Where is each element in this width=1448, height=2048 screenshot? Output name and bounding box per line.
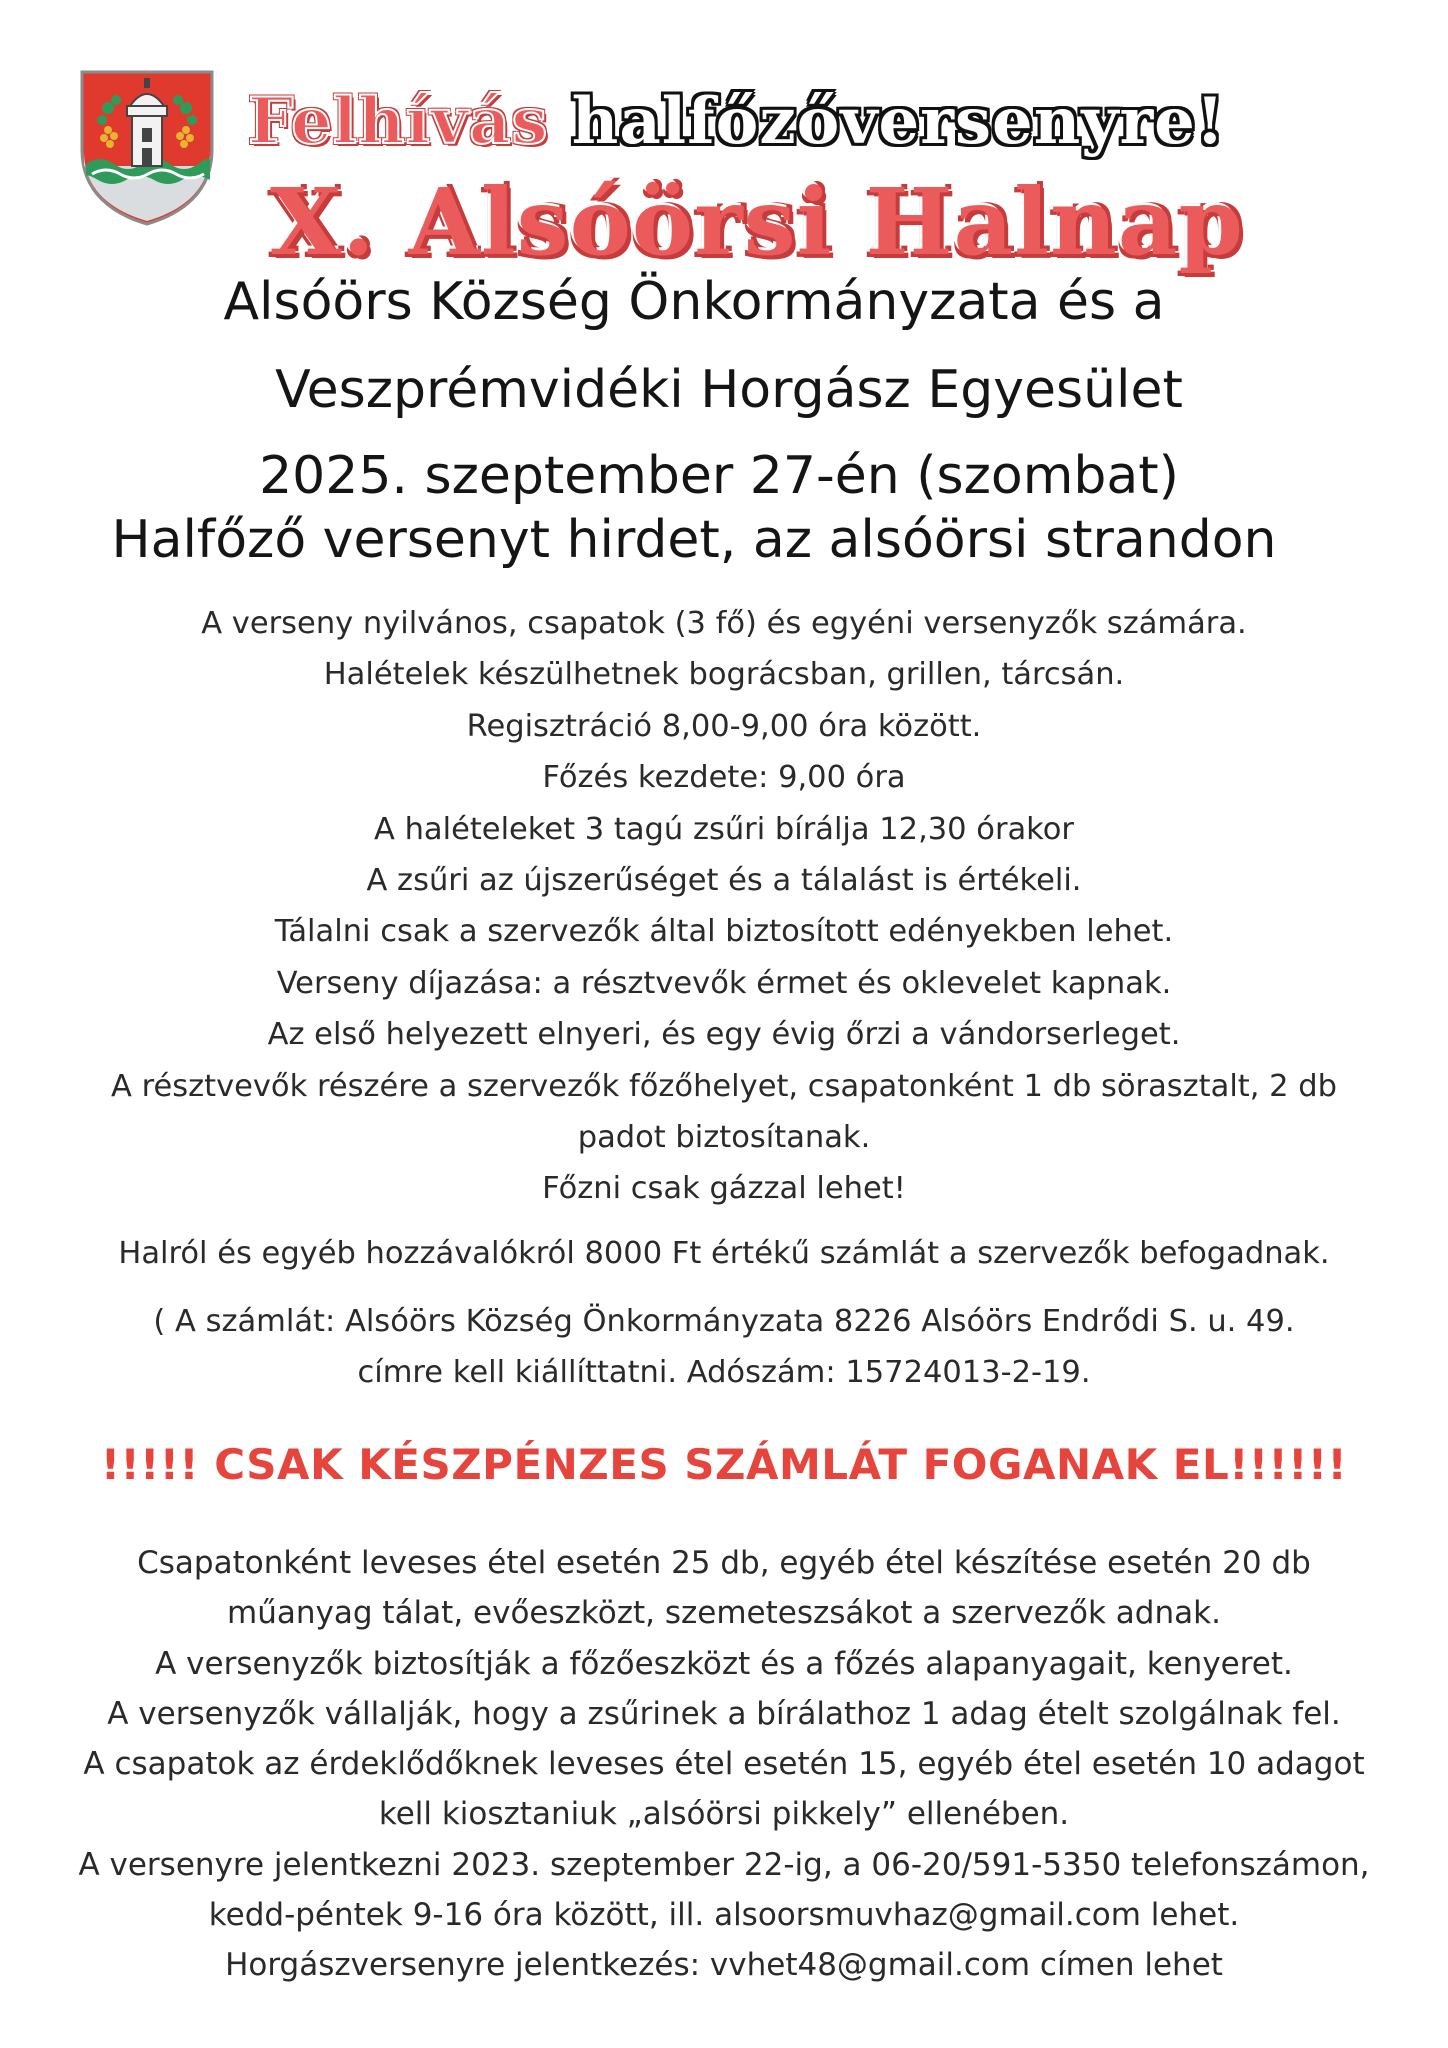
- organizer-line-2: Veszprémvidéki Horgász Egyesület: [275, 360, 1183, 420]
- event-name: X. Alsóörsi Halnap: [270, 168, 1244, 276]
- organizer-line-1: Alsóörs Község Önkormányzata és a: [223, 272, 1165, 332]
- rule-line: A verseny nyilvános, csapatok (3 fő) és egyéni versenyzők számára.: [201, 606, 1247, 641]
- event-announcement: Halfőző versenyt hirdet, az alsóörsi strandon: [111, 510, 1277, 570]
- rule-line: A résztvevők részére a szervezők főzőhelyet, csapatonként 1 db sörasztalt, 2 db: [111, 1068, 1337, 1104]
- detail-line: A versenyre jelentkezni 2023. szeptember 22-ig, a 06-20/591-5350 telefonszámon,: [78, 1846, 1370, 1883]
- detail-line: kell kiosztaniuk „alsóörsi pikkely” ellenében.: [378, 1796, 1070, 1833]
- rule-line: A zsűri az újszerűséget és a tálalást is értékeli.: [366, 863, 1082, 899]
- rule-line: Verseny díjazása: a résztvevők érmet és oklevelet kapnak.: [276, 965, 1172, 1001]
- title-black-part: halfőzőversenyre!: [571, 84, 1225, 159]
- rule-line: Halételek készülhetnek bográcsban, grillen, tárcsán.: [323, 657, 1125, 693]
- title-red-part: Felhívás: [248, 84, 549, 159]
- detail-line: A versenyzők biztosítják a főzőeszközt és a főzés alapanyagait, kenyeret.: [155, 1645, 1293, 1682]
- invoice-address-line-2: címre kell kiállíttatni. Adószám: 15724013-2-19.: [357, 1355, 1091, 1391]
- invoice-address-line-1: ( A számlát: Alsóörs Község Önkormányzata 8226 Alsóörs Endrődi S. u. 49.: [153, 1304, 1295, 1339]
- coat-of-arms-icon: [78, 68, 216, 226]
- rule-line: Főzni csak gázzal lehet!: [542, 1171, 906, 1207]
- invoice-address: [0, 1296, 1448, 1399]
- details-list: [0, 1538, 1448, 1991]
- detail-line: Horgászversenyre jelentkezés: vvhet48@gmail.com címen lehet: [225, 1947, 1223, 1984]
- page-title: [248, 84, 1225, 159]
- rule-line: padot biztosítanak.: [577, 1120, 871, 1156]
- detail-line: kedd-péntek 9-16 óra között, ill. alsoorsmuvhaz@gmail.com lehet.: [208, 1897, 1240, 1934]
- rule-line: Az első helyezett elnyeri, és egy évig őrzi a vándorserleget.: [267, 1017, 1181, 1053]
- detail-line: műanyag tálat, evőeszközt, szemeteszsákot a szervezők adnak.: [227, 1595, 1221, 1632]
- detail-line: Csapatonként leveses étel esetén 25 db, egyéb étel készítése esetén 20 db: [137, 1545, 1311, 1581]
- invoice-note-text: Halról és egyéb hozzávalókról 8000 Ft értékű számlát a szervezők befogadnak.: [118, 1236, 1330, 1271]
- detail-line: A versenyzők vállalják, hogy a zsűrinek a bírálathoz 1 adag ételt szolgálnak fel.: [107, 1695, 1341, 1732]
- rule-line: Főzés kezdete: 9,00 óra: [542, 760, 906, 796]
- rule-line: Tálalni csak a szervezők által biztosított edényekben lehet.: [274, 914, 1174, 950]
- rules-list: [0, 598, 1448, 1215]
- event-date: 2025. szeptember 27-én (szombat): [259, 446, 1179, 506]
- rule-line: Regisztráció 8,00-9,00 óra között.: [466, 708, 982, 744]
- detail-line: A csapatok az érdeklődőknek leveses étel esetén 15, egyéb étel esetén 10 adagot: [83, 1746, 1365, 1783]
- cash-only-warning: !!!!! CSAK KÉSZPÉNZES SZÁMLÁT FOGANAK EL!!!!!!: [100, 1440, 1348, 1489]
- invoice-note: [0, 1228, 1448, 1279]
- rule-line: A halételeket 3 tagú zsűri bírálja 12,30 órakor: [374, 811, 1074, 847]
